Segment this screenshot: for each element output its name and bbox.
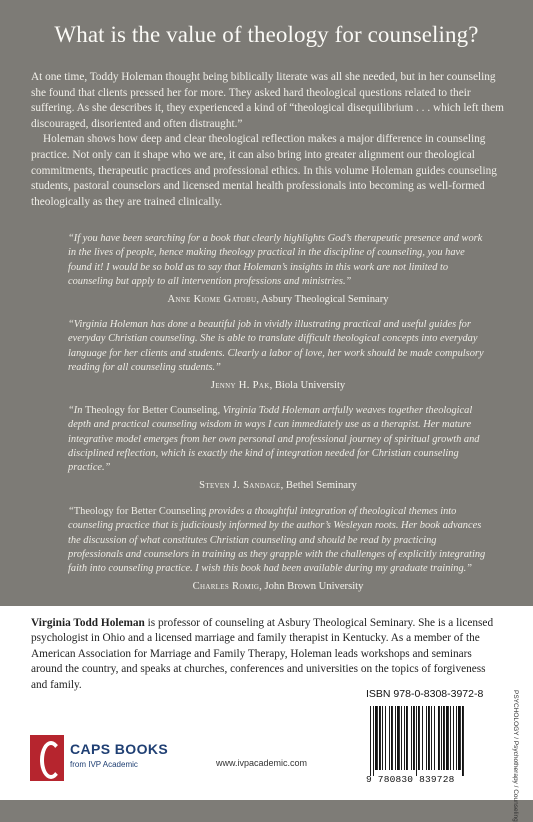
- barcode-bar: [413, 706, 415, 770]
- barcode-bar: [418, 706, 420, 770]
- barcode-bar: [446, 706, 449, 770]
- barcode-bar: [406, 706, 408, 770]
- caps-logo-icon: [30, 735, 64, 781]
- barcode-bar: [426, 706, 427, 770]
- endorsement-quote: “If you have been searching for a book that clearly highlights God’s therapeutic presence and work in the lives of people, hence making theology practical in the discipline of counseling, you have found it! I would be so bold as to say that Holeman’s insights in this work are not limited to counseling but apply to all intervention professions and ministries.”: [68, 233, 483, 287]
- barcode-bar: [462, 706, 464, 776]
- barcode: [366, 706, 500, 776]
- barcode-bar: [389, 706, 390, 770]
- endorsement: [68, 232, 488, 307]
- endorser-affiliation: , Asbury Theological Seminary: [256, 294, 389, 306]
- endorsement-attribution: [68, 293, 488, 307]
- endorser-name: Charles Romig: [192, 581, 260, 593]
- endorser-affiliation: , Bethel Seminary: [280, 480, 357, 492]
- endorsement-attribution: [68, 379, 488, 393]
- bisac-category: [505, 690, 519, 822]
- author-name: Virginia Todd Holeman: [31, 617, 145, 629]
- barcode-bar: [397, 706, 400, 770]
- barcode-bar: [453, 706, 454, 770]
- description-paragraph: At one time, Toddy Holeman thought being biblically literate was all she needed, but in her counseling she found that clients pressed her for more. They asked hard theological questions related to their suffering. As she describes it, they experienced a kind of “theological disequilibrium . . . which left them discouraged, disoriented and often distraught.”: [31, 71, 504, 130]
- publisher-url: www.ivpacademic.com: [216, 758, 308, 768]
- barcode-bar: [391, 706, 393, 770]
- endorsement-quote: [68, 404, 488, 475]
- barcode-digits: 9 780830 839728: [366, 774, 455, 785]
- quote-text: provides a thoughtful integration of theological themes into counseling practice that is judiciously informed by the author’s Wesleyan roots. Her book advances the discussion of what constitutes Christian counseling and should be read by practicing professionals and counselors in training as they grapple with the challenges of explicitly integrating faith into counseling practice. I wish this book had been available during my graduate training.”: [68, 506, 486, 575]
- author-bio: [31, 616, 503, 693]
- barcode-bar: [428, 706, 430, 770]
- author-bio-text: is professor of counseling at Asbury Theological Seminary. She is a licensed psychologist in Ohio and a licensed marriage and family therapist in Kentucky. As a member of the American Association for Marriage and Family Therapy, Holeman leads workshops and seminars around the country, and speaks at churches, conferences and universities on the topics of forgiveness and family.: [31, 617, 494, 691]
- book-title-reference: Theology for Better Counseling: [85, 405, 218, 416]
- barcode-bar: [450, 706, 451, 770]
- isbn-barcode-block: [366, 688, 500, 792]
- endorsement-attribution: [68, 580, 488, 594]
- quote-text: “In: [68, 405, 86, 416]
- barcode-bar: [441, 706, 442, 770]
- endorsement: [68, 404, 488, 494]
- barcode-bar: [401, 706, 402, 770]
- endorsement-quote: “Virginia Holeman has done a beautiful job in vividly illustrating practical and useful guides for everyday Christian counseling. She is able to translate difficult theological concepts into everyday language for her clients and students. Clearly a labor of love, her work should be made compulsory reading for all counseling students.”: [68, 319, 484, 373]
- endorser-name: Anne Kiome Gatobu: [167, 294, 257, 306]
- barcode-bar: [431, 706, 432, 770]
- endorser-affiliation: , Biola University: [269, 380, 346, 392]
- barcode-bar: [456, 706, 457, 770]
- barcode-bar: [416, 706, 417, 776]
- book-description: [31, 70, 505, 210]
- endorsement: [68, 505, 488, 595]
- barcode-bar: [382, 706, 383, 770]
- logo-subtitle: from IVP Academic: [70, 760, 138, 769]
- logo-title: CAPS BOOKS: [70, 741, 169, 757]
- isbn-label: ISBN 978-0-8308-3972-8: [366, 688, 484, 700]
- barcode-bar: [443, 706, 445, 770]
- headline: What is the value of theology for counseling?: [54, 22, 479, 47]
- quote-text: “: [68, 506, 74, 517]
- bisac-label: PSYCHOLOGY / Psychotherapy / Counseling: [512, 690, 519, 822]
- quote-text: , Virginia Todd Holeman artfully weaves together theological depth and practical counseling wisdom in ways I can immediately use as a therapist. Her mature integrative model emerges from her own personal and professional journey of spiritual growth and disciplined reflection, which is exactly the kind of integration needed for Christian counseling practice.”: [68, 405, 480, 474]
- barcode-bar: [395, 706, 396, 770]
- barcode-bar: [370, 706, 371, 776]
- book-title-reference: Theology for Better Counseling: [73, 506, 207, 517]
- endorsement-quote: [68, 505, 488, 576]
- barcode-bar: [373, 706, 374, 776]
- endorser-affiliation: , John Brown University: [259, 581, 364, 593]
- endorsement-attribution: [68, 479, 488, 493]
- barcode-bar: [379, 706, 381, 770]
- caps-books-logo: [30, 735, 190, 785]
- barcode-bar: [404, 706, 405, 770]
- barcode-bar: [375, 706, 378, 770]
- endorsement: [68, 318, 488, 393]
- description-paragraph: Holeman shows how deep and clear theological reflection makes a major difference in counseling practice. Not only can it shape who we are, it can also bring into greater alignment our theological commitments, therapeutic practices and professional ethics. In this volume Holeman guides counseling students, pastoral counselors and licensed mental health professionals into becoming as well-formed theologically as they are trained clinically.: [31, 133, 497, 208]
- endorser-name: Jenny H. Pak: [210, 380, 270, 392]
- barcode-bar: [458, 706, 461, 770]
- barcode-bar: [411, 706, 412, 770]
- barcode-bar: [438, 706, 440, 770]
- barcode-bar: [385, 706, 386, 770]
- endorser-name: Steven J. Sandage: [199, 480, 281, 492]
- barcode-bar: [434, 706, 435, 770]
- barcode-bar: [422, 706, 423, 770]
